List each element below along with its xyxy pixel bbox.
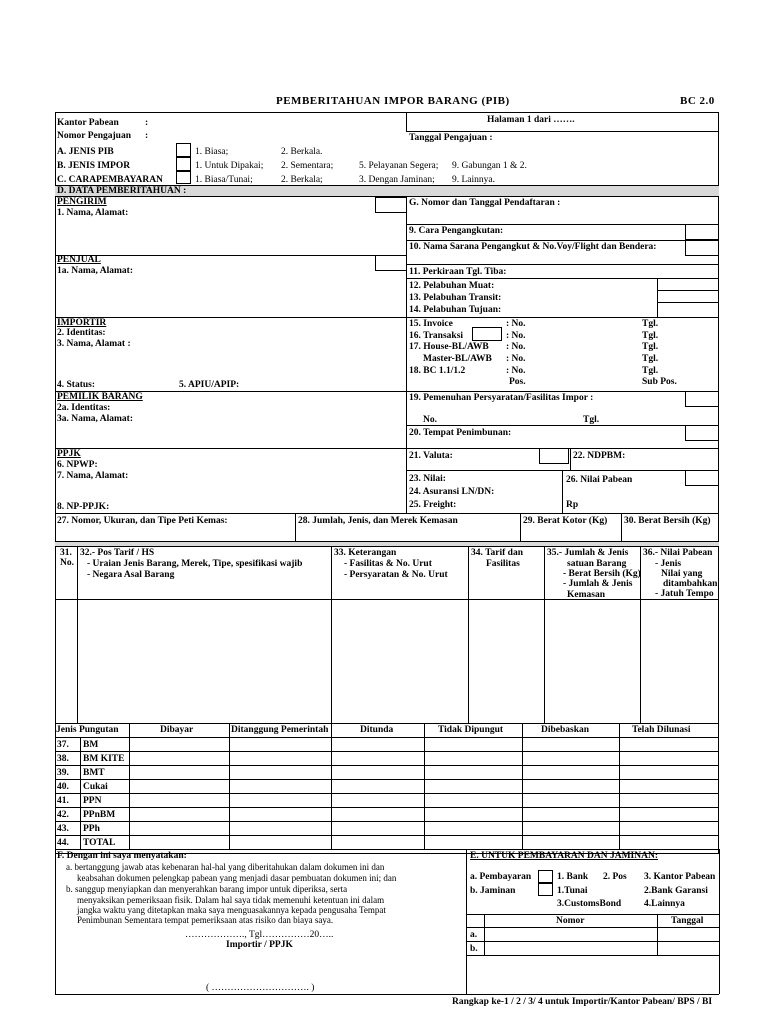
tax-header-dibebaskan: Dibebaskan [541, 725, 590, 735]
pembayaran-label: a. Pembayaran [470, 872, 532, 882]
g-nomor-tanggal: G. Nomor dan Tanggal Pendaftaran : [409, 198, 561, 208]
cara-pembayaran-label: C. CARAPEMBAYARAN [57, 175, 163, 185]
nama-sarana-box[interactable] [685, 240, 719, 256]
jumlah-kemasan: 28. Jumlah, Jenis, dan Merek Kemasan [298, 516, 458, 526]
date-line: ………………., Tgl……………20….. [185, 930, 334, 940]
importir-apiu: 5. APIU/APIP: [179, 380, 240, 390]
cara-pembayaran-box[interactable] [176, 171, 191, 184]
section-e-heading: E. UNTUK PEMBAYARAN DAN JAMINAN: [470, 851, 658, 861]
jenis-pib-label: A. JENIS PIB [57, 147, 114, 157]
ppjk-label: PPJK [57, 449, 81, 459]
col-36: 36.- Nilai Pabean - Jenis Nilai yang ditambahkan - Jatuh Tempo [643, 548, 718, 599]
sign-line[interactable]: ( …………………………. ) [206, 983, 315, 993]
tax-header-dibayar: Dibayar [160, 725, 194, 735]
ppjk-np: 8. NP-PPJK: [57, 502, 110, 512]
transaksi: 16. Transaksi [409, 331, 464, 341]
nilai: 23. Nilai: [409, 474, 446, 484]
penjual-nama: 1a. Nama, Alamat: [57, 266, 133, 276]
importir-nama: 3. Nama, Alamat : [57, 339, 131, 349]
col-nomor: Nomor [556, 916, 585, 926]
tempat-penimbunan-box[interactable] [685, 425, 719, 441]
tax-header-telah-dilunasi: Telah Dilunasi [632, 725, 691, 735]
importir-identitas: 2. Identitas: [57, 328, 106, 338]
section-d-heading: D. DATA PEMBERITAHUAN : [57, 186, 187, 196]
tax-row-no: 37. [57, 740, 69, 750]
nilai-pabean: 26. Nilai Pabean [566, 475, 633, 485]
jaminan-label: b. Jaminan [470, 886, 516, 896]
ndpbm: 22. NDPBM: [573, 451, 626, 461]
col-32: 32.- Pos Tarif / HS [80, 548, 155, 558]
pelabuhan-muat: 12. Pelabuhan Muat: [409, 281, 495, 291]
jenis-pib-box[interactable] [176, 143, 191, 157]
pelabuhan-transit: 13. Pelabuhan Transit: [409, 293, 502, 303]
nilai-pabean-box[interactable] [685, 470, 719, 486]
pemilik-label: PEMILIK BARANG [57, 392, 143, 402]
peti-kemas: 27. Nomor, Ukuran, dan Tipe Peti Kemas: [57, 516, 228, 526]
tax-header-ditanggung: Ditanggung Pemerintah [231, 725, 329, 735]
asuransi: 24. Asuransi LN/DN: [409, 487, 495, 497]
jaminan-box[interactable] [538, 883, 553, 896]
pemilik-nama: 3a. Nama, Alamat: [57, 414, 133, 424]
tanggal-pengajuan-label: Tanggal Pengajuan : [409, 133, 493, 143]
invoice: 15. Invoice [409, 319, 453, 329]
freight: 25. Freight: [409, 500, 457, 510]
pengirim-code-box[interactable] [375, 197, 407, 213]
cara-pengangkutan: 9. Cara Pengangkutan: [409, 226, 504, 236]
transaksi-box[interactable] [472, 327, 502, 341]
bc11: 18. BC 1.1/1.2 [409, 366, 466, 376]
ppjk-nama: 7. Nama, Alamat: [57, 471, 129, 481]
section-f-heading: F. Dengan ini saya menyatakan: [57, 851, 187, 861]
master-bl: Master-BL/AWB [423, 354, 492, 364]
penjual-code-box[interactable] [375, 255, 407, 271]
signer: Importir / PPJK [226, 940, 293, 950]
form-title: PEMBERITAHUAN IMPOR BARANG (PIB) [276, 95, 510, 107]
form-code: BC 2.0 [680, 95, 715, 107]
cara-pengangkutan-box[interactable] [685, 224, 719, 240]
jenis-impor-box[interactable] [176, 157, 191, 171]
house-bl: 17. House-BL/AWB [409, 342, 489, 352]
valuta: 21. Valuta: [409, 451, 453, 461]
col-tanggal: Tanggal [671, 916, 704, 926]
col-35: 35.- Jumlah & Jenis [547, 548, 629, 558]
perkiraan-tiba: 11. Perkiraan Tgl. Tiba: [409, 267, 507, 277]
importir-status: 4. Status: [57, 380, 96, 390]
pengirim-nama: 1. Nama, Alamat: [57, 208, 129, 218]
berat-bersih: 30. Berat Bersih (Kg) [624, 516, 711, 526]
pemenuhan: 19. Pemenuhan Persyaratan/Fasilitas Impor : [409, 393, 594, 403]
pengirim-label: PENGIRIM [57, 197, 107, 207]
tempat-penimbunan: 20. Tempat Penimbunan: [409, 428, 512, 438]
valuta-box[interactable] [539, 448, 569, 464]
nomor-pengajuan-label: Nomor Pengajuan [57, 131, 131, 141]
importir-label: IMPORTIR [57, 318, 107, 328]
footer-rangkap: Rangkap ke-1 / 2 / 3/ 4 untuk Importir/Kantor Pabean/ BPS / BI [452, 997, 713, 1007]
pemilik-identitas: 2a. Identitas: [57, 403, 111, 413]
berat-kotor: 29. Berat Kotor (Kg) [523, 516, 608, 526]
col-33: 33. Keterangan [334, 548, 397, 558]
halaman: Halaman 1 dari ……. [487, 115, 575, 125]
pelabuhan-tujuan: 14. Pelabuhan Tujuan: [409, 305, 502, 315]
nama-sarana: 10. Nama Sarana Pengangkut & No.Voy/Flight dan Bendera: [409, 242, 657, 252]
kantor-pabean-label: Kantor Pabean [57, 118, 119, 128]
ppjk-npwp: 6. NPWP: [57, 460, 98, 470]
penjual-label: PENJUAL [57, 255, 101, 265]
tax-header-tidak-dipungut: Tidak Dipungut [438, 725, 504, 735]
tax-header-ditunda: Ditunda [360, 725, 394, 735]
pemenuhan-box[interactable] [685, 391, 719, 407]
pembayaran-box[interactable] [538, 870, 553, 883]
col-34: 34. Tarif dan [471, 548, 524, 558]
tax-row-name: BM [83, 740, 99, 750]
tax-header-jenis: Jenis Pungutan [56, 725, 119, 735]
jenis-impor-label: B. JENIS IMPOR [57, 161, 131, 171]
